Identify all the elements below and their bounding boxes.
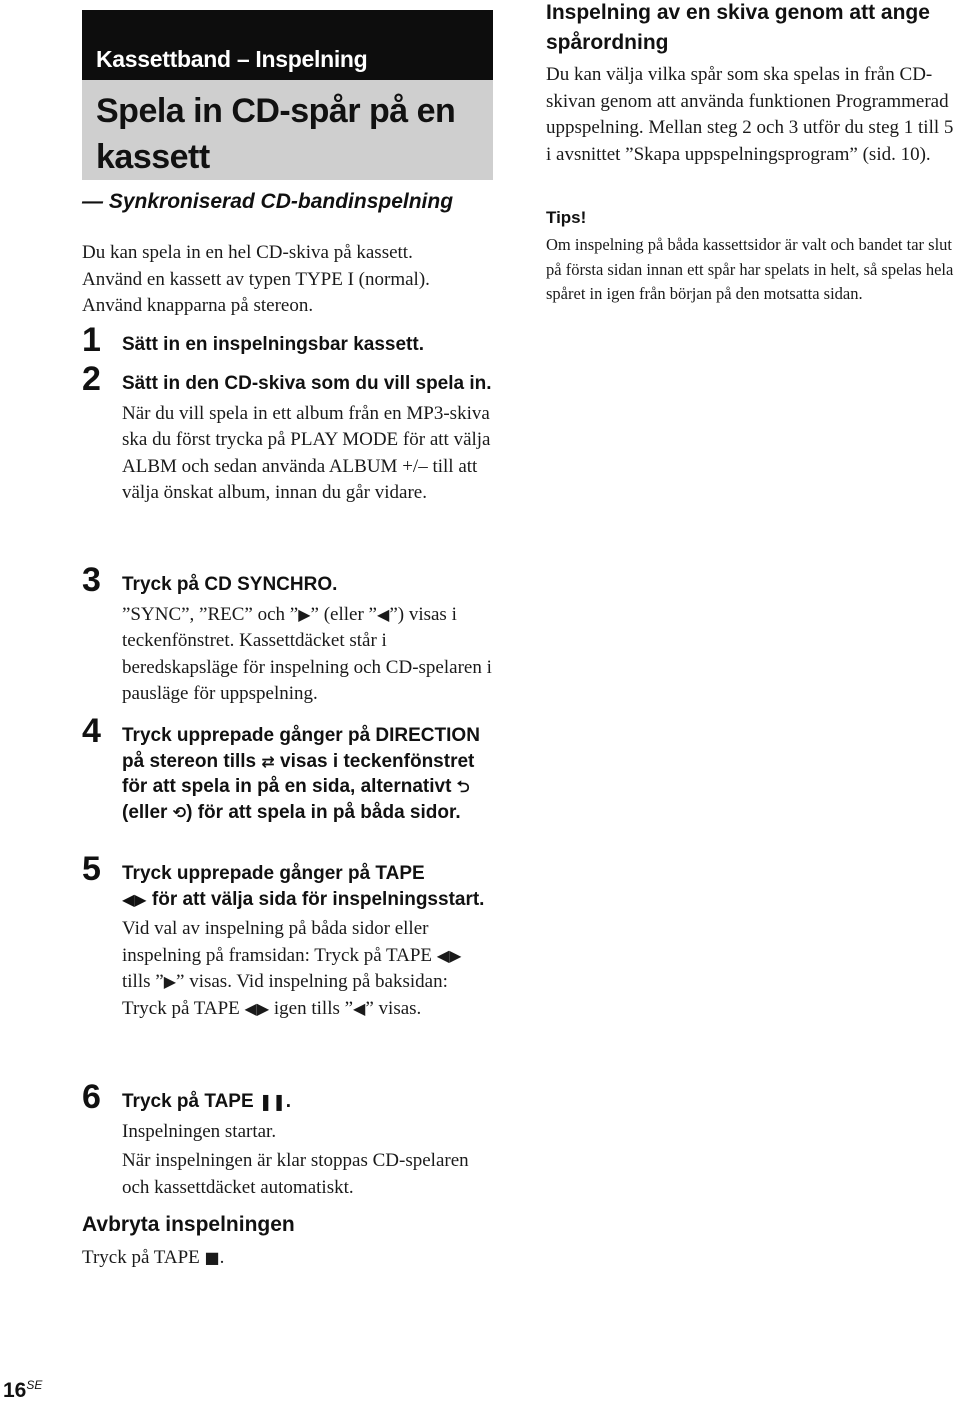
step-text: Inspelningen startar. [122,1120,277,1142]
tips-text: Om inspelning på båda kassettsidor är valt och bandet tar slut på första sidan innan ett spår har spelats in helt, så spelas hela spåret in igen från början på den motsatta sidan. [546,235,954,303]
play-reverse-icon: ◀ [353,998,366,1018]
step-title: Tryck på CD SYNCHRO. [122,574,338,595]
step-title: Tryck upprepade gånger på DIRECTION på stereon tills ⇄ visas i teckenfönstret för att spela in på en sida, alternativt ⮌ (eller ⟲) för att spela in på båda sidor. [122,725,480,823]
step-body [122,916,494,1022]
one-side-direction-icon: ⇄ [261,751,275,771]
step-1 [82,323,502,358]
both-sides-direction-icon: ⮌ [456,777,470,796]
step-body [122,401,494,507]
intro-line: Använd knapparna på stereon. [82,295,314,316]
step-body [122,1119,494,1202]
play-forward-icon: ▶ [163,972,177,991]
step-text: Vid val av inspelning på båda sidor eller inspelning på framsidan: Tryck på TAPE ◀▶ tills ”▶” visas. Vid inspelning på baksidan: Tryck på TAPE ◀▶ igen tills ”◀” visas. [122,918,462,1019]
play-forward-icon: ▶ [298,604,311,624]
relay-direction-icon: ⟲ [172,802,187,822]
tape-play-icon: ◀▶ [436,945,462,965]
program-heading: Inspelning av en skiva genom att ange spårordning [546,1,930,54]
step-3 [82,563,502,708]
step-6 [82,1080,502,1201]
step-5 [82,852,502,1022]
page-subtitle: — Synkroniserad CD-bandinspelning [82,190,454,213]
step-number: 6 [82,1078,101,1116]
step-number: 5 [82,850,101,888]
step-number: 3 [82,561,101,599]
step-title: Tryck upprepade gånger på TAPE ◀▶ för att välja sida för inspelningsstart. [122,863,485,910]
pause-icon: ❚❚ [258,1092,286,1111]
step-text: När du vill spela in ett album från en MP3-skiva ska du först trycka på PLAY MODE för att välja ALBM och sedan använda ALBUM +/– till att välja önskat album, innan du går vidare. [122,402,491,503]
step-title: Sätt in den CD-skiva som du vill spela in. [122,373,492,394]
page-number: $16^{SE}$ [3,1378,43,1402]
play-reverse-icon: ◀ [377,604,390,624]
stop-icon: ■ [204,1248,220,1267]
page-language: SE [26,1378,43,1392]
tips-title: Tips! [546,208,587,227]
tape-play-icon: ◀▶ [244,998,270,1018]
cancel-heading: Avbryta inspelningen [82,1213,295,1236]
step-text: ”SYNC”, ”REC” och ”▶” (eller ”◀”) visas i teckenfönstret. Kassettdäcket står i beredskapsläge för inspelning och CD-spelaren i pausläge för uppspelning. [122,603,492,704]
step-2 [82,362,502,507]
program-text: Du kan välja vilka spår som ska spelas in från CD-skivan genom att använda funktionen Programmerad uppspelning. Mellan steg 2 och 3 utför du steg 1 till 5 i avsnittet ”Skapa uppspelningsprogram” (sid. 10). [546,64,954,165]
step-title: Sätt in en inspelningsbar kassett. [122,334,424,355]
intro-line: Använd en kassett av typen TYPE I (normal). [82,268,430,290]
section-header: Kassettband – Inspelning [82,10,493,80]
step-text: När inspelningen är klar stoppas CD-spelaren och kassettdäcket automatiskt. [122,1150,469,1198]
tape-play-icon: ◀▶ [122,889,147,909]
intro-text [82,240,502,320]
cancel-text: Tryck på TAPE ■. [82,1247,225,1268]
intro-line: Du kan spela in en hel CD-skiva på kassett. [82,242,413,263]
step-number: 4 [82,712,101,750]
step-number: 1 [82,321,101,359]
step-4 [82,714,502,825]
step-number: 2 [82,360,101,398]
step-title: Tryck på TAPE ❚❚. [122,1091,292,1112]
page-title: Spela in CD-spår på en kassett [82,80,493,180]
step-body [122,602,492,708]
